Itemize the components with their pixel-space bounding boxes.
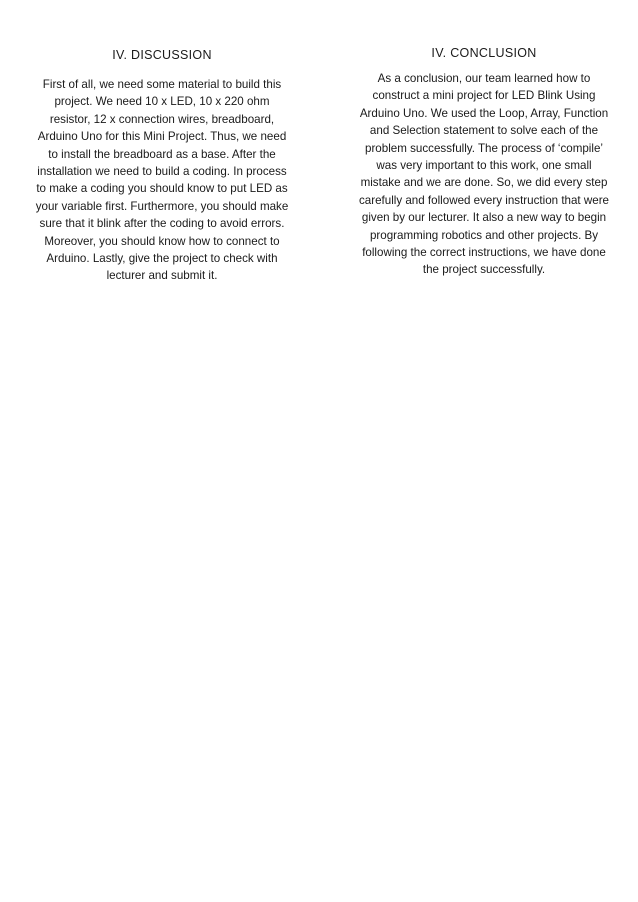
- discussion-section: [34, 44, 290, 285]
- conclusion-paragraph: As a conclusion, our team learned how to construct a mini project for LED Blink Using Arduino Uno. We used the Loop, Array, Function and Selection statement to solve each of the problem successfully. The process of ‘compile’ was very important to this work, one small mistake and we are done. So, we did every step carefully and followed every instruction that were given by our lecturer. It also a new way to begin programming robotics and other projects. By following the correct instructions, we have done the project successfully.: [358, 72, 610, 277]
- discussion-paragraph: First of all, we need some material to build this project. We need 10 x LED, 10 x 220 ohm resistor, 12 x connection wires, breadboard, Arduino Uno for this Mini Project. Thus, we need to install the breadboard as a base. After the installation we need to build a coding. In process to make a coding you should know to put LED as your variable first. Furthermore, you should make sure that it blink after the coding to avoid errors. Moreover, you should know how to connect to Arduino. Lastly, give the project to check with lecturer and submit it.: [35, 78, 289, 283]
- conclusion-heading: IV. CONCLUSION: [431, 46, 537, 60]
- discussion-heading: IV. DISCUSSION: [112, 48, 212, 62]
- conclusion-section: [356, 44, 612, 279]
